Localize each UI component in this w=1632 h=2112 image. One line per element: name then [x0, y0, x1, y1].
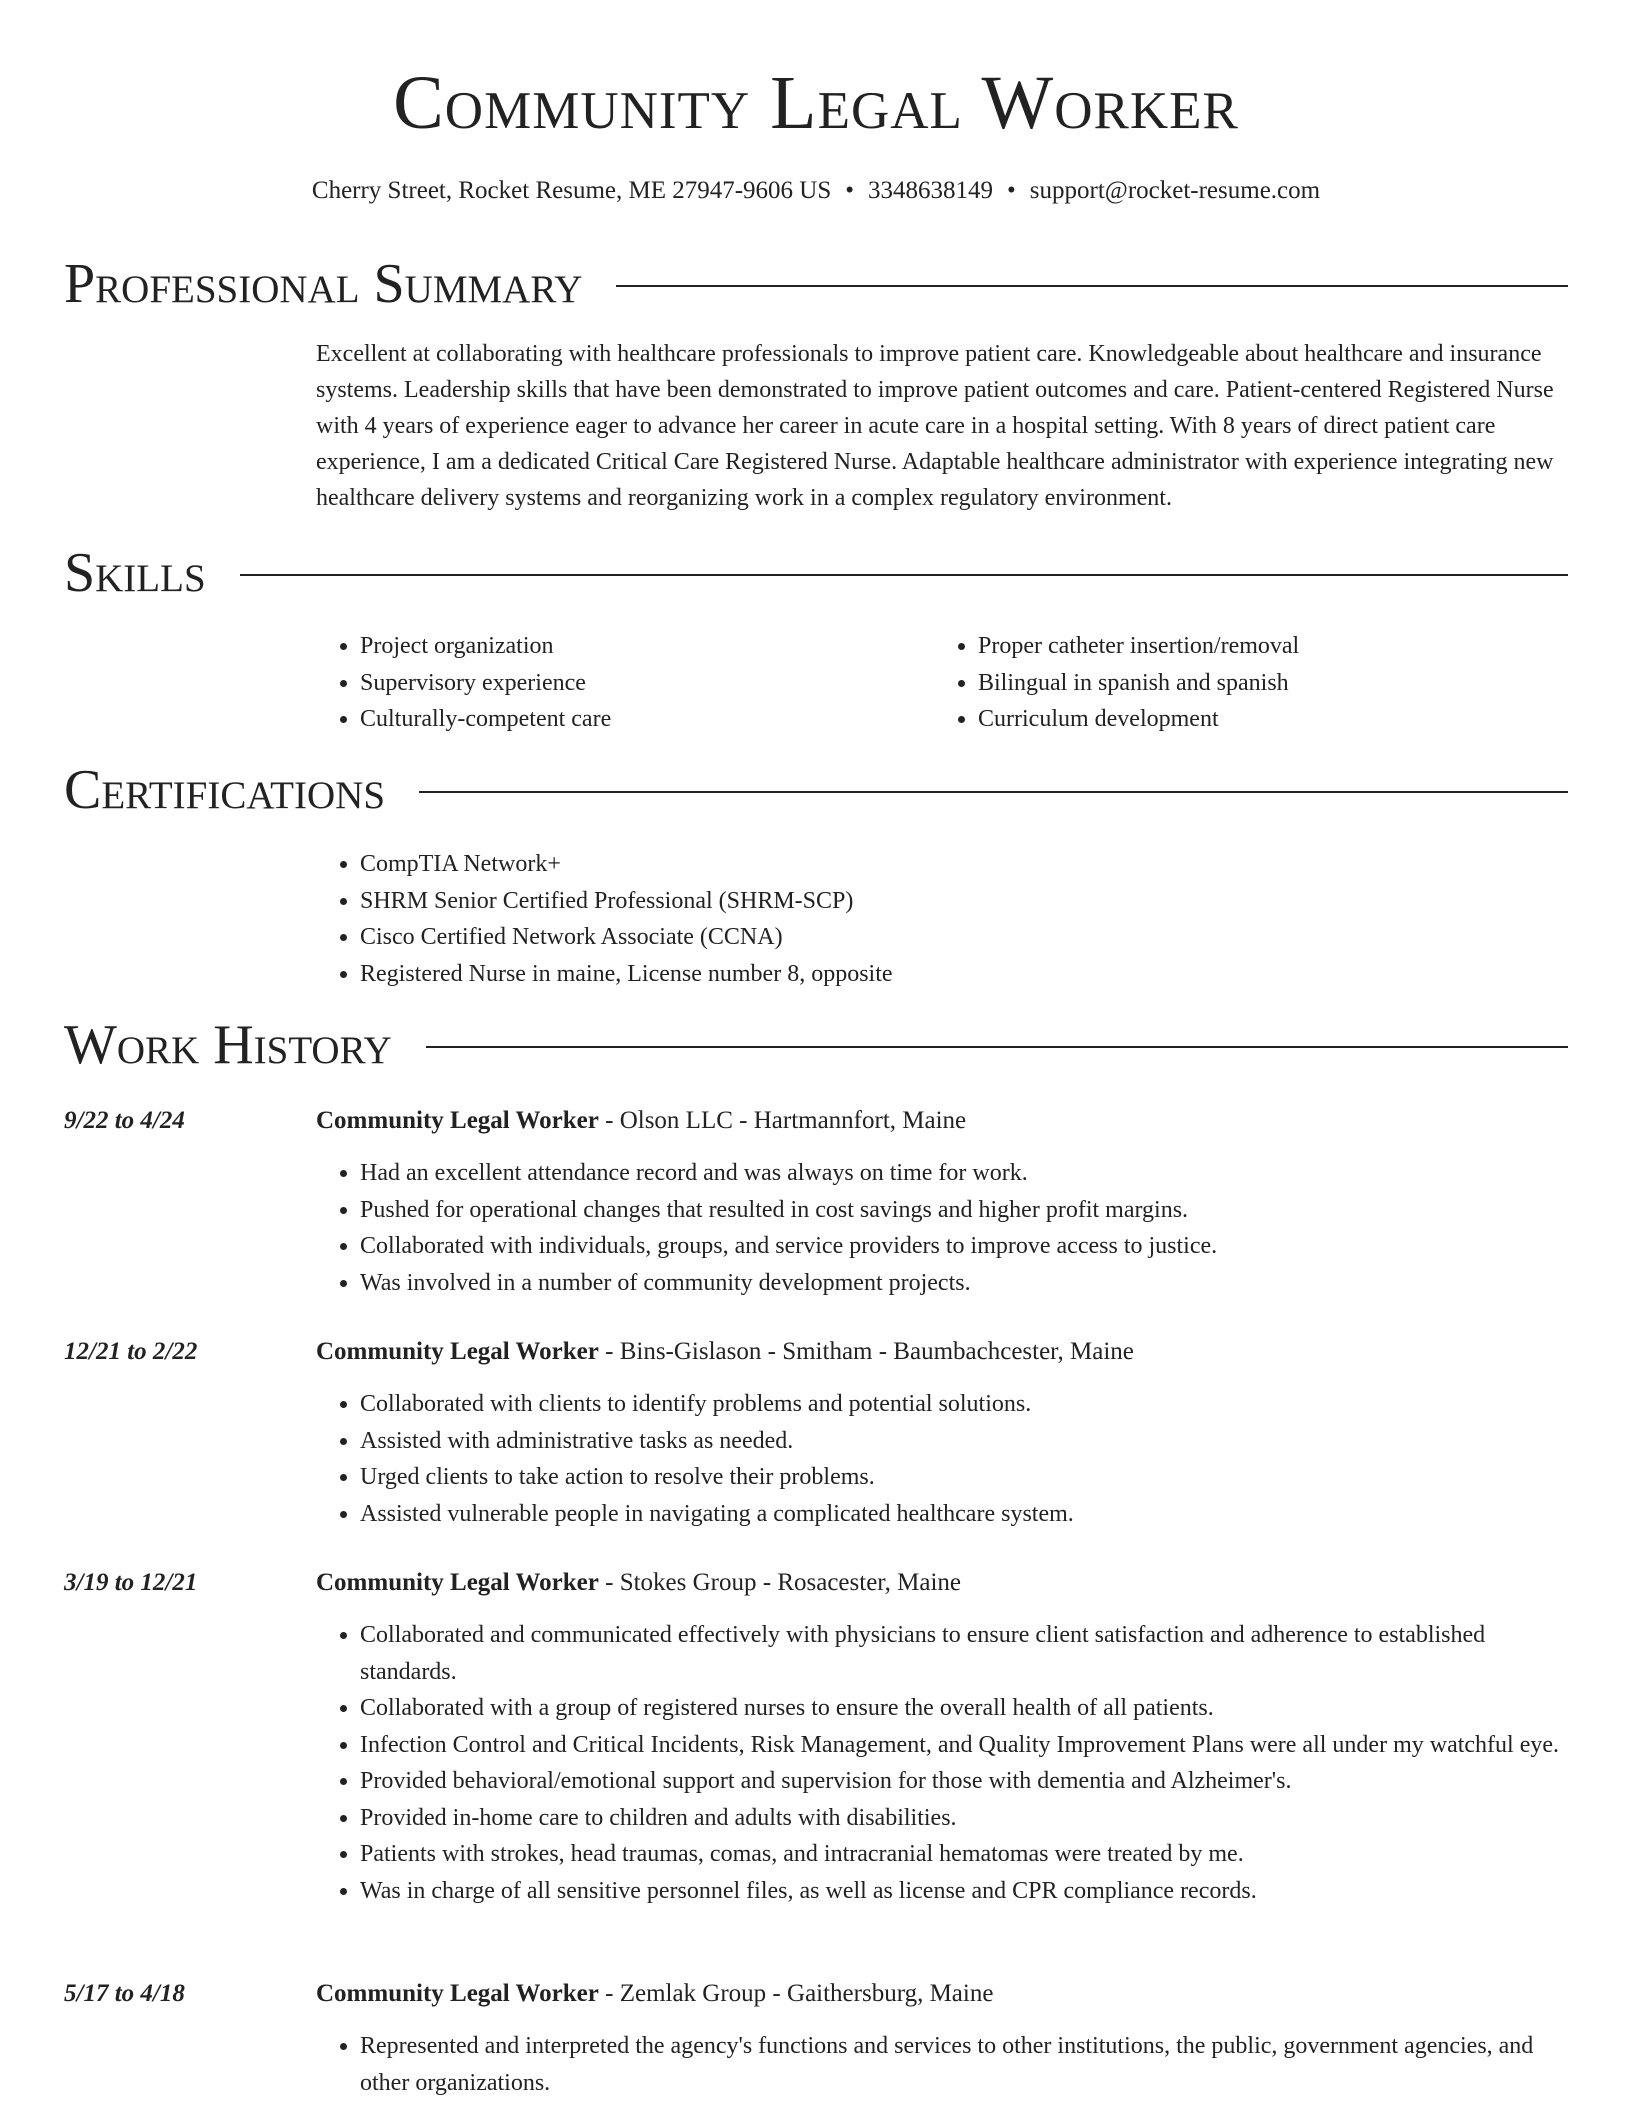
section-header-certifications — [64, 758, 1568, 822]
duty-item: • Patients with strokes, head traumas, comas, and intracranial hematomas were treated by me. — [360, 1836, 1572, 1873]
section-header-work-history — [64, 1013, 1568, 1077]
duty-list — [316, 1617, 1572, 1909]
duty-item: • Assisted vulnerable people in navigating a complicated healthcare system. — [360, 1496, 1572, 1533]
skill-item: • Project organization — [360, 628, 934, 665]
contact-email: support@rocket-resume.com — [1029, 177, 1321, 204]
section-header-skills — [64, 541, 1568, 605]
duty-item: • Pushed for operational changes that resulted in cost savings and higher profit margins. — [360, 1192, 1572, 1229]
contact-phone: 3348638149 — [868, 177, 994, 204]
summary-text: Excellent at collaborating with healthcare professionals to improve patient care. Knowledgeable about healthcare and insurance systems. Leadership skills that have been demonstrated to improve patient outcomes and care. Patient-centered Registered Nurse with 4 years of experience eager to advance her career in acute care in a hospital setting. With 8 years of direct patient care experience, I am a dedicated Critical Care Registered Nurse. Adaptable healthcare administrator with experience integrating new healthcare delivery systems and reorganizing work in a complex regulatory environment. — [316, 341, 1554, 511]
work-headline — [316, 1976, 1572, 2012]
section-header-summary — [64, 252, 1568, 316]
contact-address: Cherry Street, Rocket Resume, ME 27947-9606 US — [311, 177, 832, 204]
duty-item: • Collaborated with clients to identify problems and potential solutions. — [360, 1386, 1572, 1423]
contact-separator: • — [1007, 177, 1016, 204]
skill-item: • Supervisory experience — [360, 665, 934, 702]
duty-item: • Assisted with administrative tasks as needed. — [360, 1423, 1572, 1460]
skill-item: • Curriculum development — [978, 701, 1552, 738]
skill-item: • Culturally-competent care — [360, 701, 934, 738]
work-dates: 3/19 to 12/21 — [64, 1569, 198, 1596]
section-title-certifications: Certifications — [64, 759, 386, 821]
work-headline — [316, 1334, 1572, 1370]
certification-item: • Cisco Certified Network Associate (CCNA) — [360, 919, 1572, 956]
section-title-work-history: Work History — [64, 1014, 392, 1076]
work-dates: 5/17 to 4/18 — [64, 1980, 185, 2007]
skills-column-left — [316, 628, 934, 738]
duty-item: • Infection Control and Critical Incidents, Risk Management, and Quality Improvement Plans were all under my watchful eye. — [360, 1727, 1572, 1764]
duty-item: • Provided in-home care to children and adults with disabilities. — [360, 1800, 1572, 1837]
section-title-summary: Professional Summary — [64, 253, 583, 315]
job-title: Community Legal Worker — [316, 1980, 599, 2007]
duty-item: • Had an excellent attendance record and was always on time for work. — [360, 1155, 1572, 1192]
skills-list — [316, 628, 1572, 738]
skills-column-right — [934, 628, 1552, 738]
employer-details: - Olson LLC - Hartmannfort, Maine — [598, 1107, 967, 1134]
job-title: Community Legal Worker — [316, 1569, 599, 1596]
duty-item: • Was in charge of all sensitive personnel files, as well as license and CPR compliance records. — [360, 1873, 1572, 1910]
section-title-skills: Skills — [64, 542, 206, 604]
section-divider — [616, 285, 1568, 287]
skill-item: • Proper catheter insertion/removal — [978, 628, 1552, 665]
certification-item: • SHRM Senior Certified Professional (SHRM-SCP) — [360, 883, 1572, 920]
candidate-name: Community Legal Worker — [393, 61, 1239, 145]
skill-item: • Bilingual in spanish and spanish — [978, 665, 1552, 702]
contact-line — [0, 174, 1632, 208]
contact-separator: • — [845, 177, 855, 204]
section-divider — [426, 1046, 1568, 1048]
certifications-list — [316, 846, 1572, 992]
work-headline — [316, 1103, 1572, 1139]
job-title: Community Legal Worker — [316, 1107, 599, 1134]
duty-item: • Was involved in a number of community development projects. — [360, 1265, 1572, 1302]
certification-item: • CompTIA Network+ — [360, 846, 1572, 883]
section-divider — [240, 574, 1568, 576]
duty-item: • Collaborated with a group of registered nurses to ensure the overall health of all patients. — [360, 1690, 1572, 1727]
work-dates: 9/22 to 4/24 — [64, 1107, 185, 1134]
employer-details: - Bins-Gislason - Smitham - Baumbachcester, Maine — [598, 1338, 1134, 1365]
work-headline — [316, 1565, 1572, 1601]
duty-list — [316, 2028, 1572, 2101]
duty-item: • Collaborated with individuals, groups, and service providers to improve access to justice. — [360, 1228, 1572, 1265]
employer-details: - Stokes Group - Rosacester, Maine — [598, 1569, 961, 1596]
duty-item: • Collaborated and communicated effectively with physicians to ensure client satisfaction and adherence to established standards. — [360, 1617, 1572, 1690]
duty-item: • Urged clients to take action to resolve their problems. — [360, 1459, 1572, 1496]
work-dates: 12/21 to 2/22 — [64, 1338, 198, 1365]
duty-item: • Represented and interpreted the agency's functions and services to other institutions, the public, government agencies, and other organizations. — [360, 2028, 1572, 2101]
certification-item: • Registered Nurse in maine, License number 8, opposite — [360, 956, 1572, 993]
duty-list — [316, 1155, 1572, 1301]
section-divider — [419, 791, 1568, 793]
employer-details: - Zemlak Group - Gaithersburg, Maine — [598, 1980, 994, 2007]
duty-item: • Provided behavioral/emotional support and supervision for those with dementia and Alzheimer's. — [360, 1763, 1572, 1800]
job-title: Community Legal Worker — [316, 1338, 599, 1365]
duty-list — [316, 1386, 1572, 1532]
